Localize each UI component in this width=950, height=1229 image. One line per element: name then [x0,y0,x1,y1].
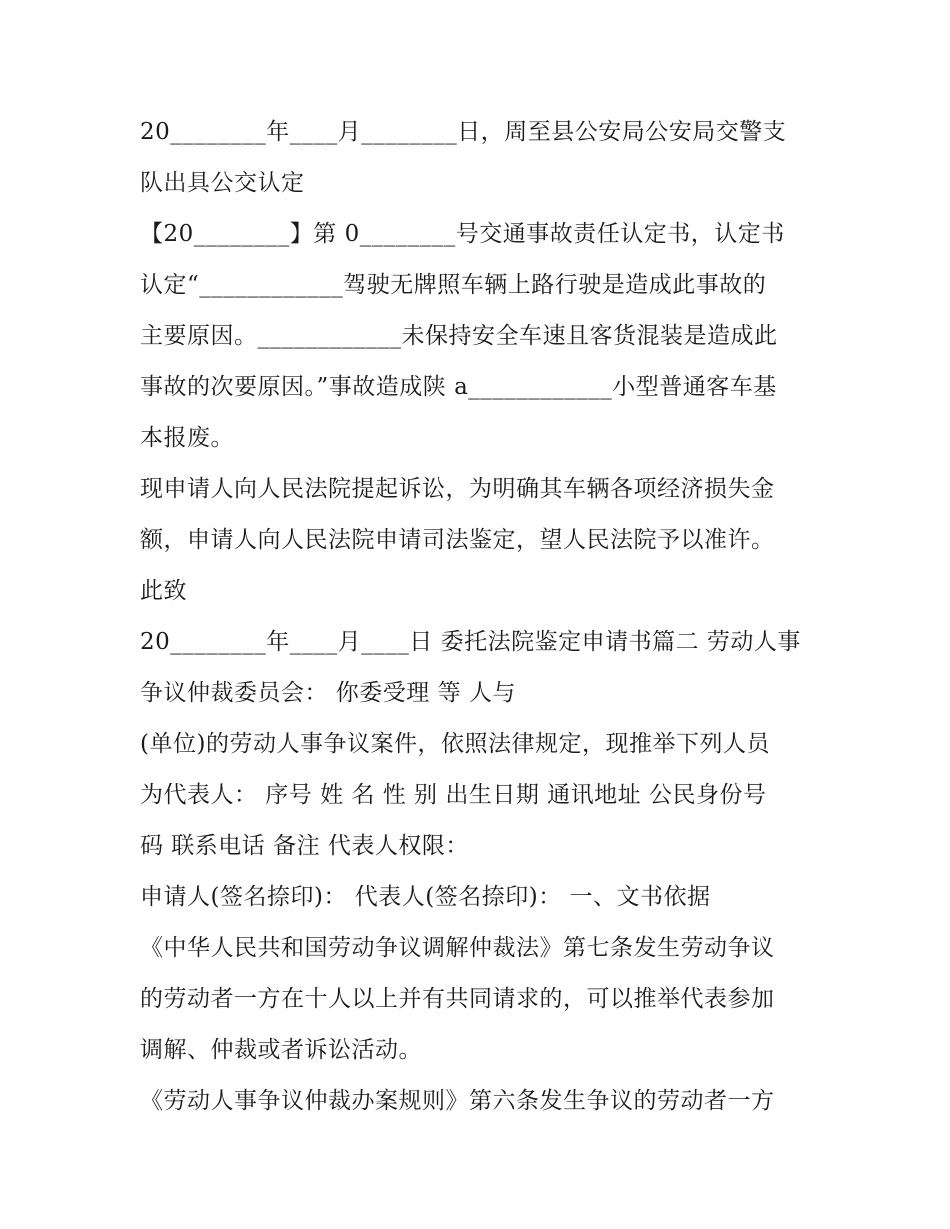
text-line: 争议仲裁委员会： 你委受理 等 人与 [140,680,516,706]
text-line: 认定“____________驾驶无牌照车辆上路行驶是造成此事故的 [140,272,767,298]
text-line: 《中华人民共和国劳动争议调解仲裁法》第七条发生劳动争议 [140,935,775,961]
text-line: 码 联系电话 备注 代表人权限： [140,833,469,859]
text-line: 额，申请人向人民法院申请司法鉴定，望人民法院予以准许。 [140,527,775,553]
text-line: 20________年____月____日 委托法院鉴定申请书篇二 劳动人事 [140,629,801,655]
text-line: 事故的次要原因。”事故造成陕 a____________小型普通客车基 [140,374,777,400]
text-line: 调解、仲裁或者诉讼活动。 [140,1037,422,1063]
text-line: 主要原因。____________未保持安全车速且客货混装是造成此 [140,323,778,349]
text-line: 本报废。 [140,425,234,451]
text-line: 《劳动人事争议仲裁办案规则》第六条发生争议的劳动者一方 [140,1088,775,1114]
text-line: 此致 [140,578,187,604]
text-line: 申请人(签名捺印)： 代表人(签名捺印)： 一、文书依据 [140,884,711,910]
document-body [140,107,830,1127]
text-line: 现申请人向人民法院提起诉讼，为明确其车辆各项经济损失金 [140,476,775,502]
text-line: 20________年____月________日，周至县公安局公安局交警支 [140,119,787,145]
text-line: (单位)的劳动人事争议案件，依照法律规定，现推举下列人员 [140,731,770,757]
text-line: 为代表人： 序号 姓 名 性 别 出生日期 通讯地址 公民身份号 [140,782,767,808]
text-line: 【20________】第 0________号交通事故责任认定书，认定书 [140,221,785,247]
text-line: 的劳动者一方在十人以上并有共同请求的，可以推举代表参加 [140,986,775,1012]
text-line: 队出具公交认定 [140,170,305,196]
